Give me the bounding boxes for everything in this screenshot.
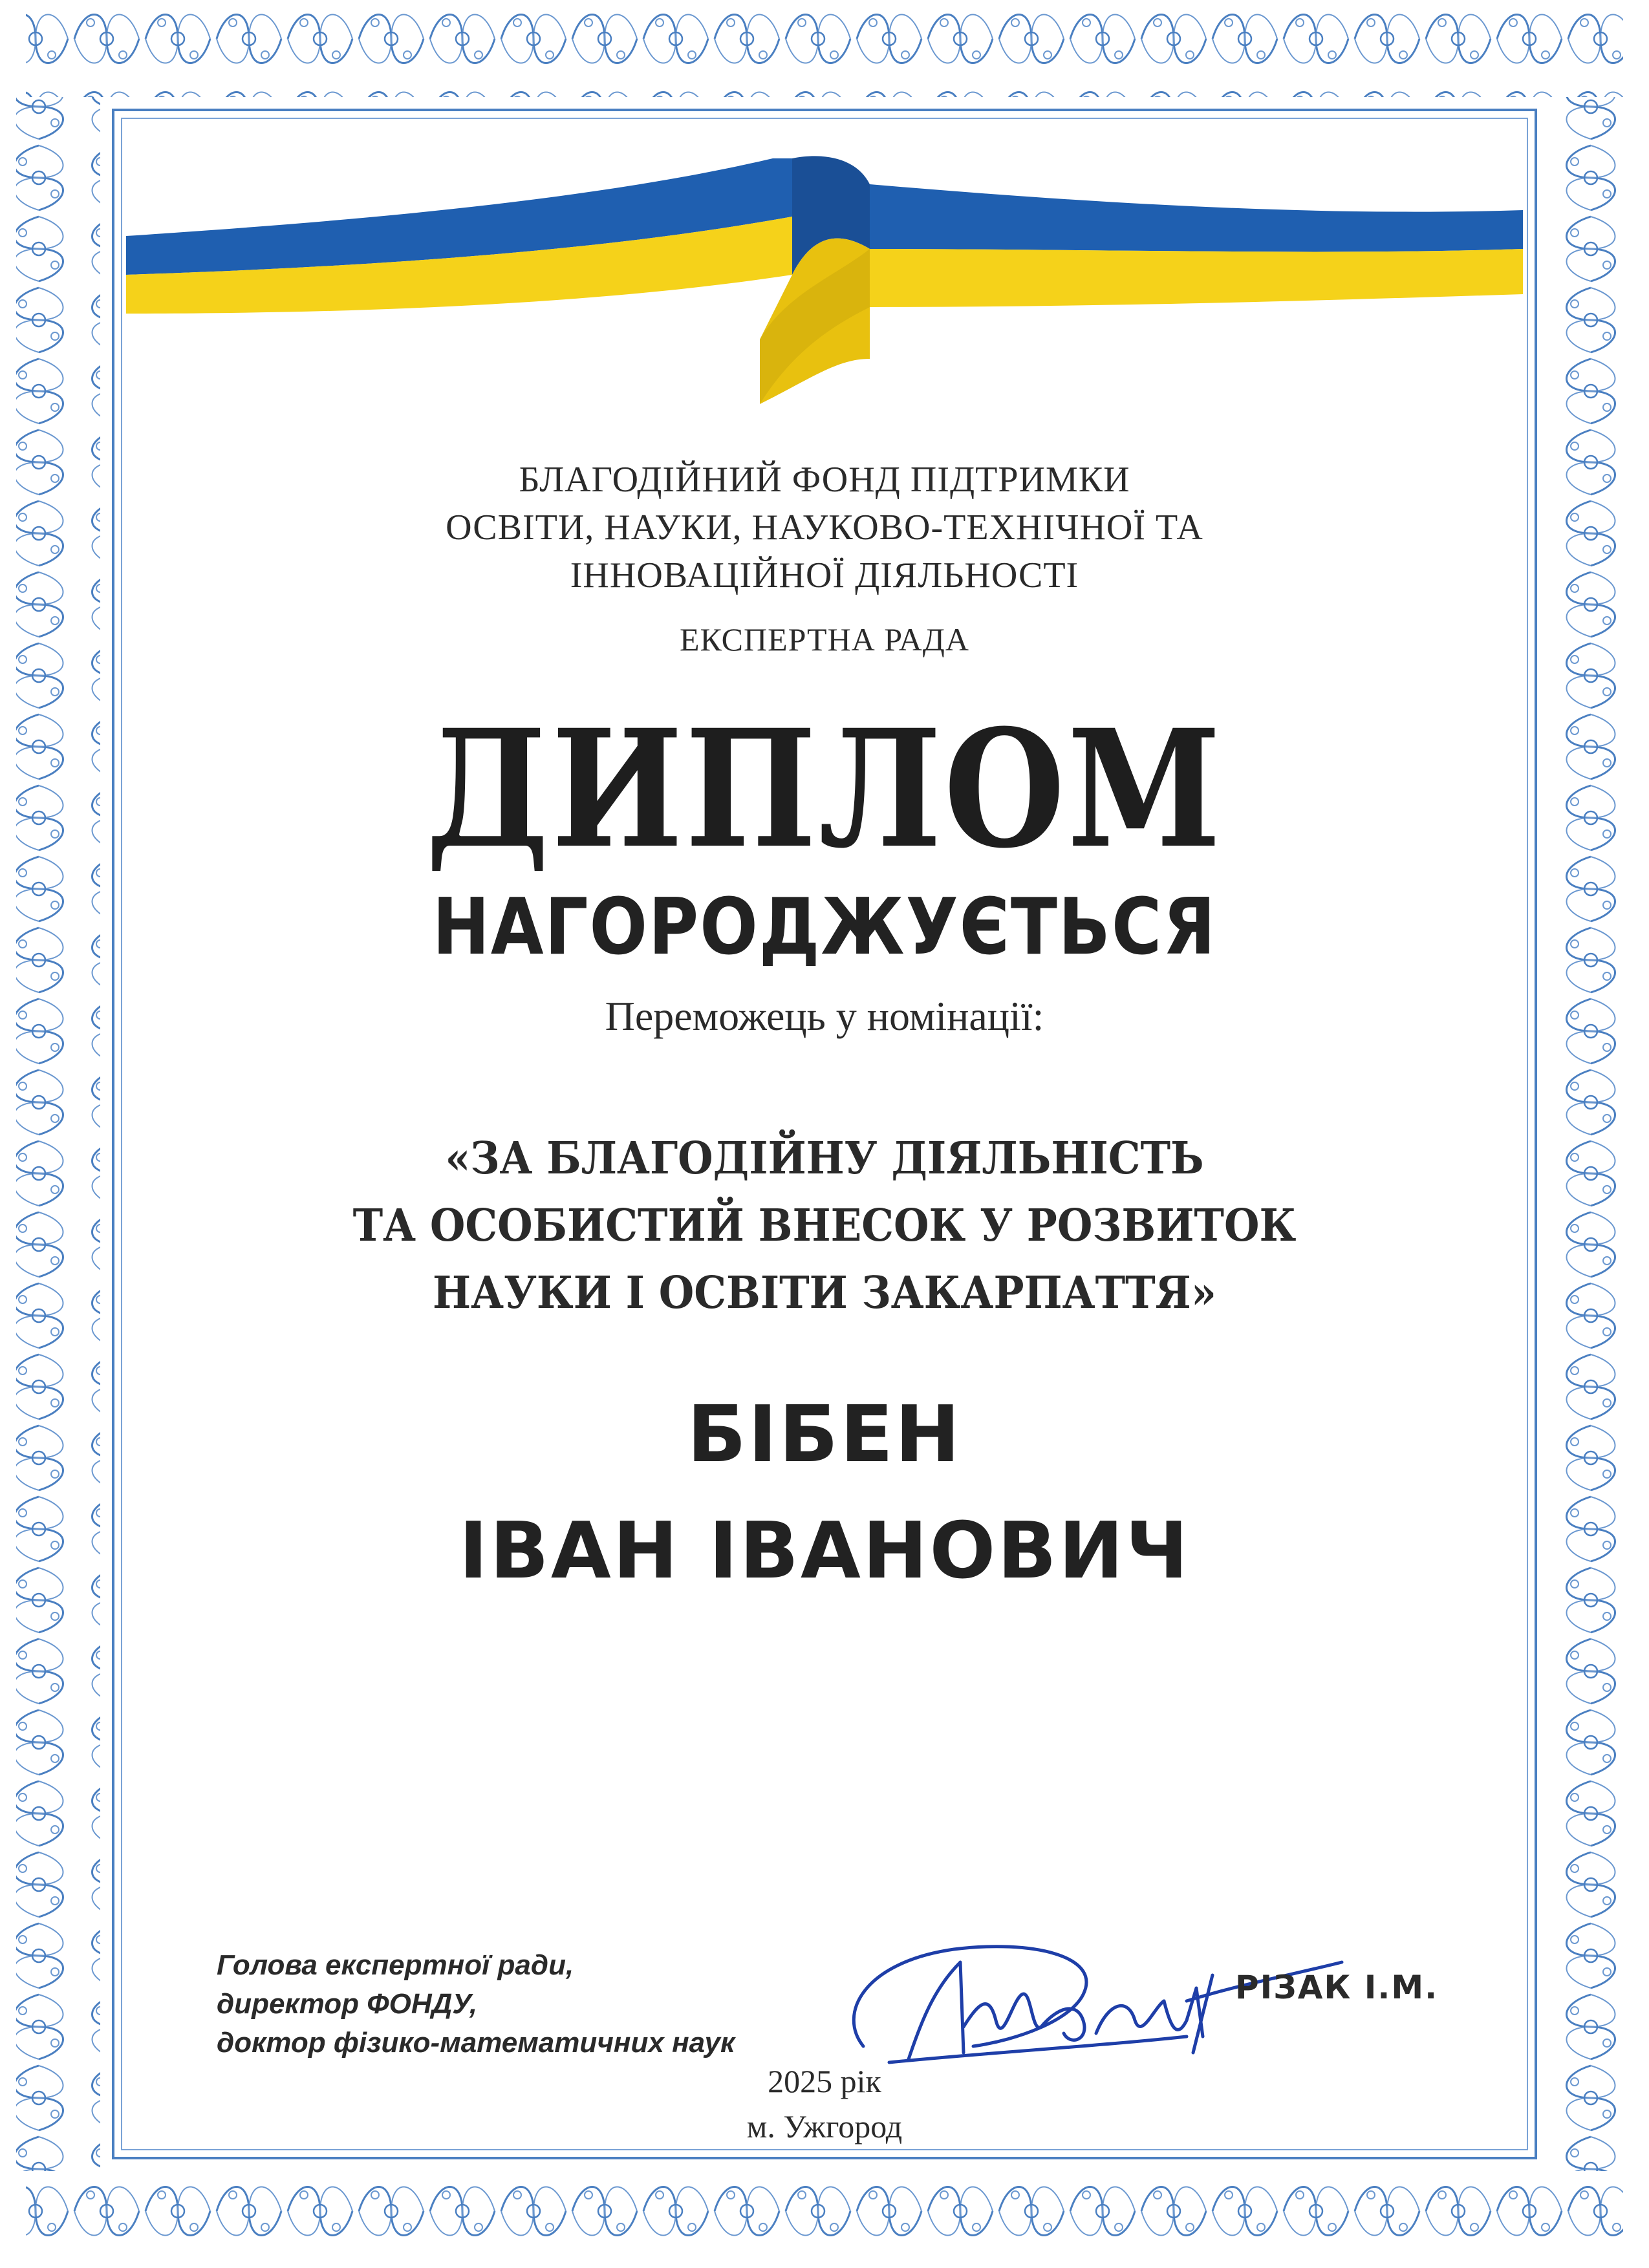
signer-title-block — [217, 1946, 799, 2062]
recipient-given-names: ІВАН ІВАНОВИЧ — [458, 1506, 1191, 1596]
signer-title-line: доктор фізико-математичних наук — [217, 2027, 735, 2059]
organization-line: ОСВІТИ, НАУКИ, НАУКОВО-ТЕХНІЧНОЇ ТА — [446, 508, 1203, 548]
nomination-line: «ЗА БЛАГОДІЙНУ ДІЯЛЬНІСТЬ — [445, 1133, 1204, 1184]
organization-name — [194, 456, 1455, 599]
nomination-intro: Переможець у номінації: — [605, 993, 1044, 1039]
awarded-heading: НАГОРОДЖУЄТЬСЯ — [432, 883, 1217, 972]
issue-year: 2025 рік — [768, 2063, 881, 2099]
nomination-line: ТА ОСОБИСТИЙ ВНЕСОК У РОЗВИТОК — [352, 1200, 1297, 1252]
organization-line: ІННОВАЦІЙНОЇ ДІЯЛЬНОСТІ — [570, 555, 1079, 595]
nomination-title — [244, 1125, 1405, 1327]
nomination-line: НАУКИ І ОСВІТИ ЗАКАРПАТТЯ» — [433, 1267, 1216, 1319]
signer-title-line: директор ФОНДУ, — [217, 1988, 478, 2020]
ukrainian-flag-ribbon — [126, 145, 1523, 417]
signer-title-line: Голова експертної ради, — [217, 1949, 574, 1981]
organization-line: БЛАГОДІЙНИЙ ФОНД ПІДТРИМКИ — [519, 460, 1130, 500]
expert-council-label: ЕКСПЕРТНА РАДА — [679, 621, 970, 658]
issue-city: м. Ужгород — [746, 2108, 903, 2145]
diploma-title: ДИПЛОМ — [426, 694, 1223, 884]
signer-name: РІЗАК І.М. — [1235, 1969, 1439, 2006]
recipient-surname: БІБЕН — [687, 1390, 962, 1480]
